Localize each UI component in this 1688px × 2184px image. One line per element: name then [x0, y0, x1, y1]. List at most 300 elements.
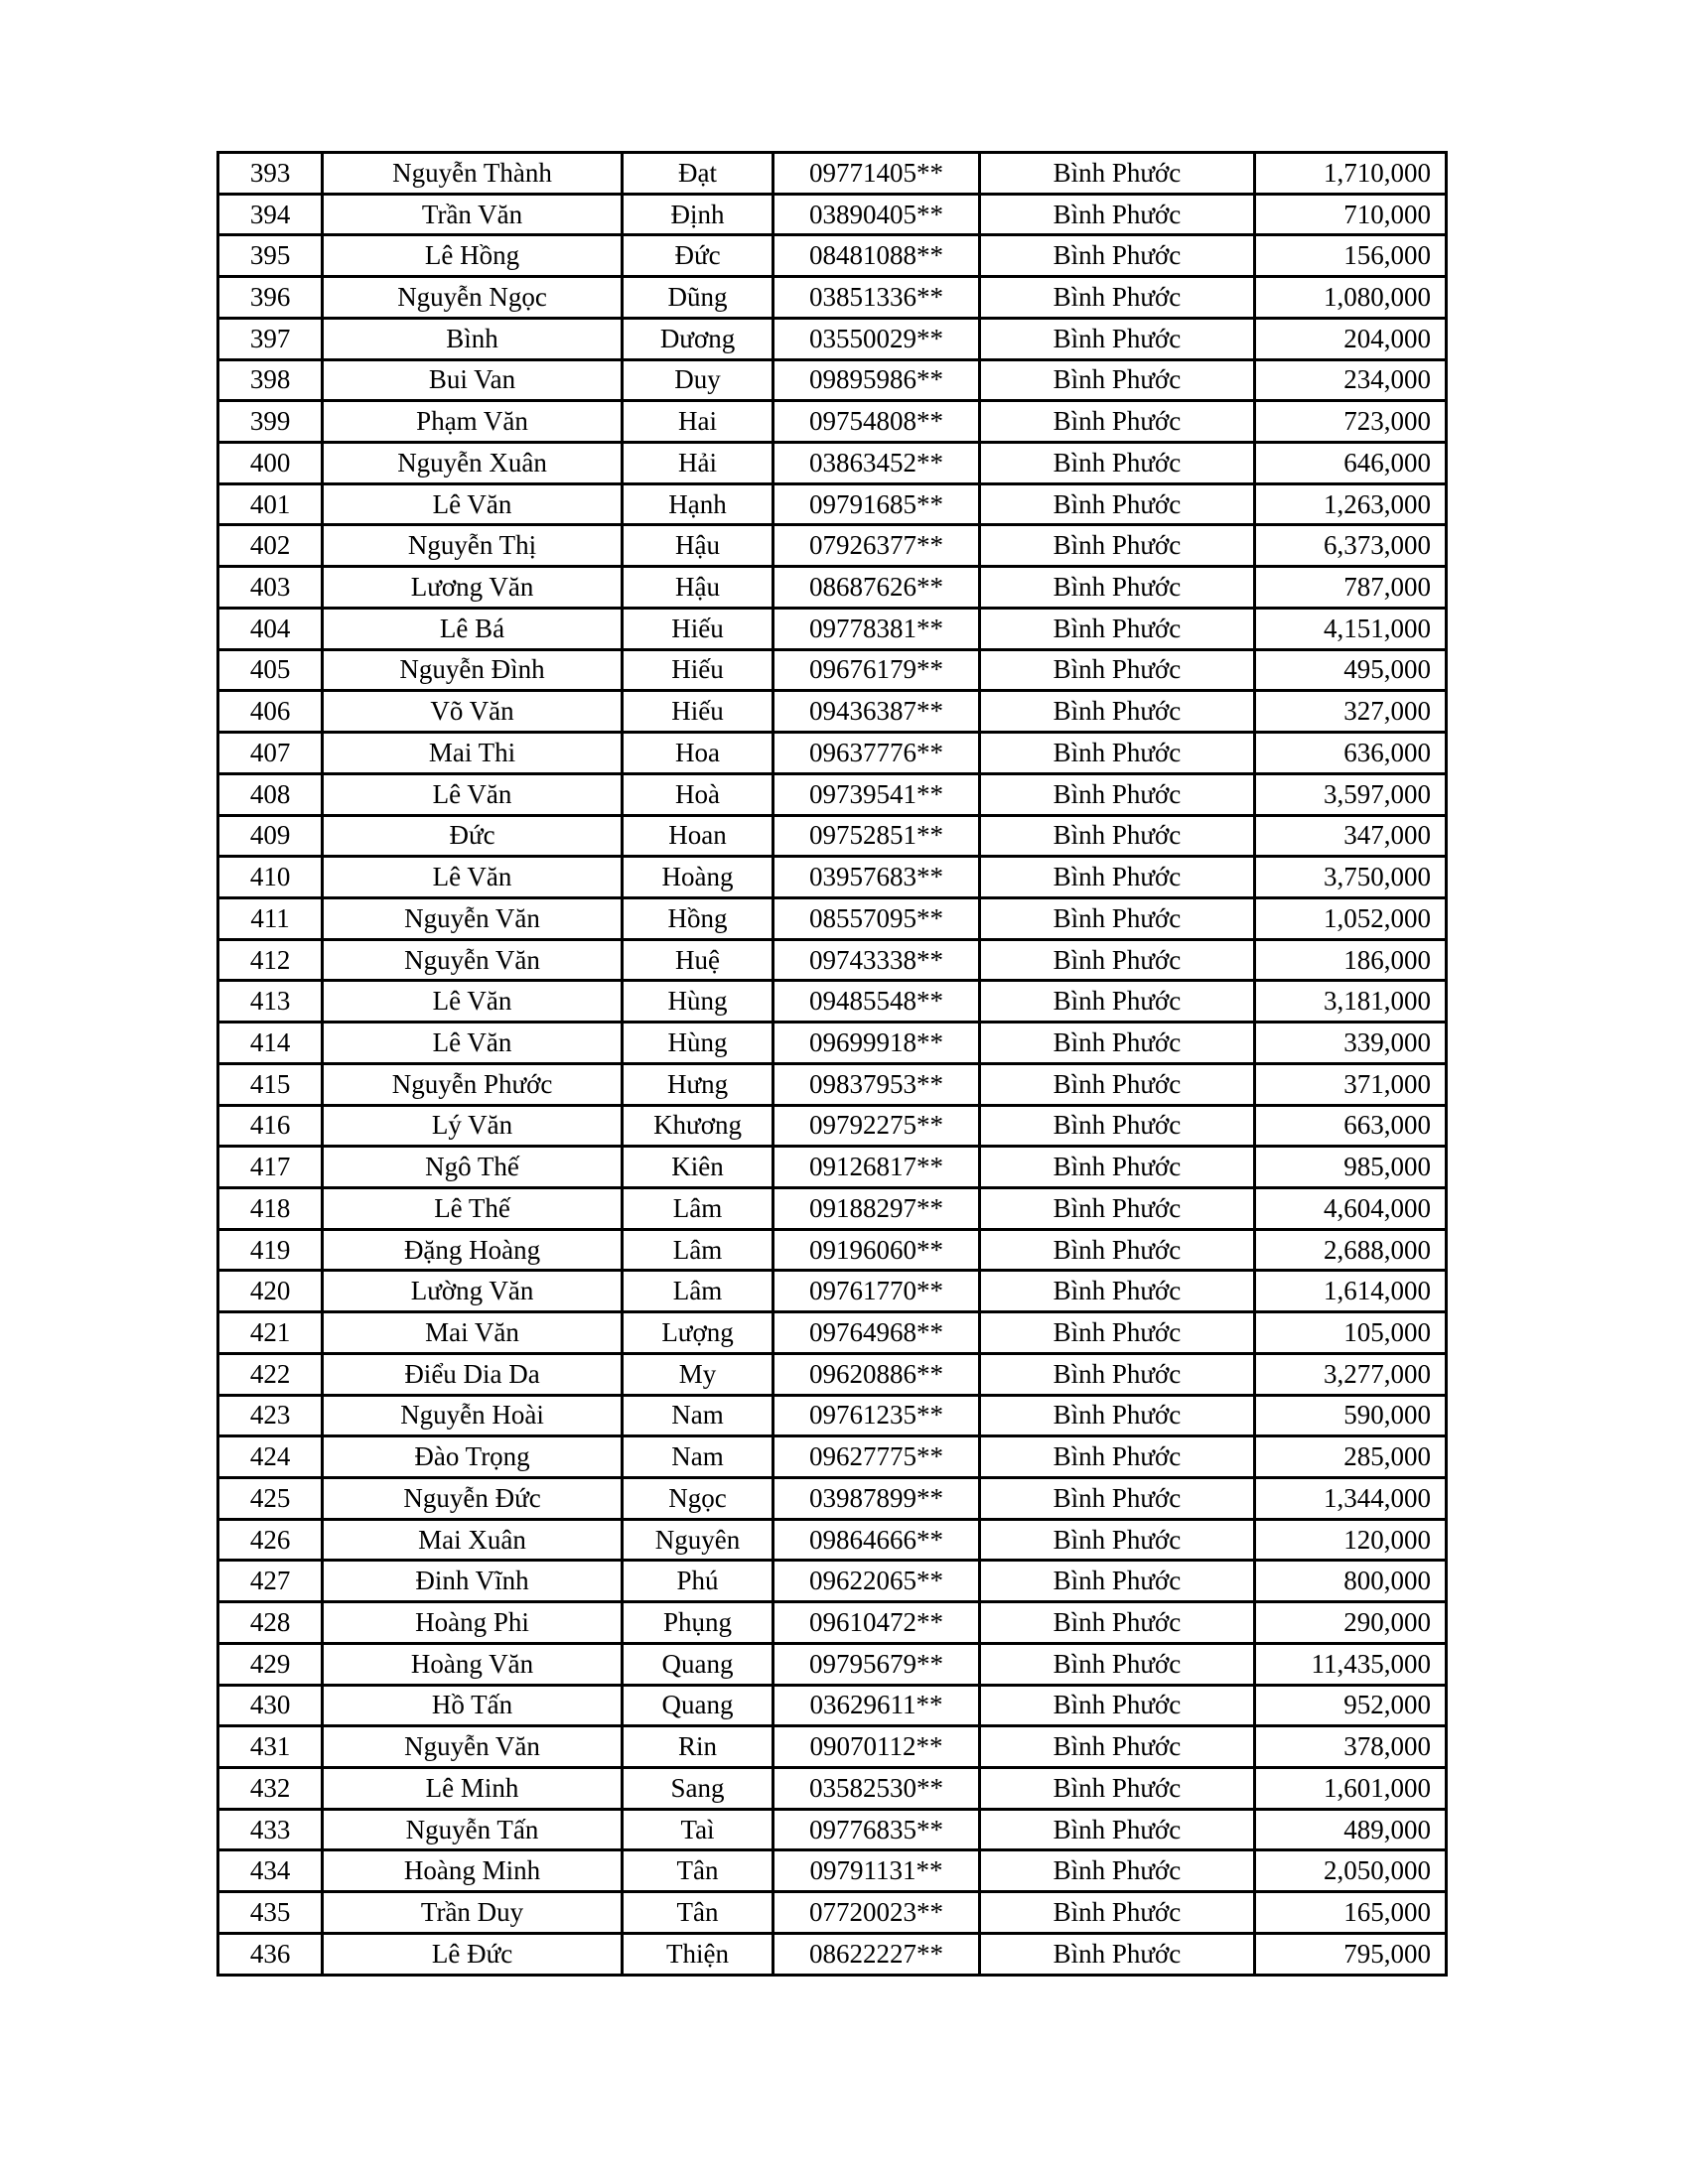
table-row — [218, 857, 1447, 898]
cell-first-name: Lê Đức — [323, 1933, 623, 1975]
cell-first-name: Hoàng Phi — [323, 1602, 623, 1644]
cell-province: Bình Phước — [979, 939, 1254, 981]
cell-first-name: Đinh Vĩnh — [323, 1561, 623, 1602]
cell-phone: 09743338** — [774, 939, 980, 981]
table-row — [218, 567, 1447, 609]
cell-index: 432 — [218, 1768, 323, 1810]
cell-last-name: Rin — [622, 1726, 773, 1768]
cell-index: 398 — [218, 359, 323, 401]
cell-phone: 09795679** — [774, 1643, 980, 1685]
table-row — [218, 1685, 1447, 1726]
cell-amount: 1,710,000 — [1254, 153, 1446, 195]
cell-last-name: Quang — [622, 1685, 773, 1726]
cell-province: Bình Phước — [979, 1478, 1254, 1520]
cell-first-name: Nguyễn Đình — [323, 649, 623, 691]
cell-phone: 08687626** — [774, 567, 980, 609]
table-row — [218, 733, 1447, 774]
cell-first-name: Lý Văn — [323, 1105, 623, 1147]
cell-phone: 09627775** — [774, 1436, 980, 1478]
table-row — [218, 1353, 1447, 1395]
cell-province: Bình Phước — [979, 1519, 1254, 1561]
cell-first-name: Nguyễn Văn — [323, 897, 623, 939]
cell-last-name: Duy — [622, 359, 773, 401]
cell-amount: 105,000 — [1254, 1312, 1446, 1354]
cell-index: 434 — [218, 1850, 323, 1892]
cell-province: Bình Phước — [979, 1436, 1254, 1478]
cell-index: 409 — [218, 815, 323, 857]
cell-first-name: Lường Văn — [323, 1271, 623, 1312]
cell-amount: 800,000 — [1254, 1561, 1446, 1602]
cell-phone: 09699918** — [774, 1023, 980, 1064]
cell-first-name: Phạm Văn — [323, 401, 623, 443]
cell-index: 418 — [218, 1187, 323, 1229]
cell-index: 412 — [218, 939, 323, 981]
cell-phone: 09126817** — [774, 1147, 980, 1188]
cell-last-name: Hoan — [622, 815, 773, 857]
cell-phone: 03582530** — [774, 1768, 980, 1810]
cell-amount: 378,000 — [1254, 1726, 1446, 1768]
cell-last-name: Đạt — [622, 153, 773, 195]
cell-last-name: Hiếu — [622, 691, 773, 733]
cell-amount: 795,000 — [1254, 1933, 1446, 1975]
cell-province: Bình Phước — [979, 1023, 1254, 1064]
cell-index: 415 — [218, 1063, 323, 1105]
cell-phone: 09676179** — [774, 649, 980, 691]
cell-province: Bình Phước — [979, 1063, 1254, 1105]
cell-province: Bình Phước — [979, 359, 1254, 401]
cell-phone: 09436387** — [774, 691, 980, 733]
cell-province: Bình Phước — [979, 815, 1254, 857]
cell-first-name: Điểu Dia Da — [323, 1353, 623, 1395]
cell-phone: 09776835** — [774, 1809, 980, 1850]
cell-amount: 347,000 — [1254, 815, 1446, 857]
cell-first-name: Bình — [323, 318, 623, 359]
cell-first-name: Nguyễn Hoài — [323, 1395, 623, 1436]
cell-first-name: Lê Bá — [323, 608, 623, 649]
cell-amount: 4,151,000 — [1254, 608, 1446, 649]
cell-phone: 09771405** — [774, 153, 980, 195]
cell-phone: 03890405** — [774, 194, 980, 235]
cell-phone: 08481088** — [774, 235, 980, 277]
table-row — [218, 1395, 1447, 1436]
cell-last-name: Huệ — [622, 939, 773, 981]
cell-province: Bình Phước — [979, 525, 1254, 567]
cell-first-name: Nguyễn Tấn — [323, 1809, 623, 1850]
cell-province: Bình Phước — [979, 1229, 1254, 1271]
cell-amount: 234,000 — [1254, 359, 1446, 401]
cell-first-name: Lê Văn — [323, 857, 623, 898]
cell-first-name: Lê Văn — [323, 1023, 623, 1064]
cell-phone: 07720023** — [774, 1892, 980, 1934]
cell-phone: 09739541** — [774, 773, 980, 815]
table-row — [218, 1312, 1447, 1354]
cell-amount: 327,000 — [1254, 691, 1446, 733]
cell-first-name: Lê Hồng — [323, 235, 623, 277]
cell-province: Bình Phước — [979, 194, 1254, 235]
cell-phone: 09196060** — [774, 1229, 980, 1271]
cell-index: 395 — [218, 235, 323, 277]
cell-amount: 2,050,000 — [1254, 1850, 1446, 1892]
table-row — [218, 1643, 1447, 1685]
cell-first-name: Mai Xuân — [323, 1519, 623, 1561]
cell-province: Bình Phước — [979, 483, 1254, 525]
table-row — [218, 1478, 1447, 1520]
table-row — [218, 277, 1447, 319]
cell-amount: 204,000 — [1254, 318, 1446, 359]
cell-index: 410 — [218, 857, 323, 898]
cell-first-name: Nguyễn Văn — [323, 1726, 623, 1768]
table-row — [218, 815, 1447, 857]
table-row — [218, 649, 1447, 691]
cell-amount: 636,000 — [1254, 733, 1446, 774]
cell-amount: 2,688,000 — [1254, 1229, 1446, 1271]
cell-last-name: Dương — [622, 318, 773, 359]
cell-amount: 985,000 — [1254, 1147, 1446, 1188]
cell-province: Bình Phước — [979, 1809, 1254, 1850]
table-row — [218, 1892, 1447, 1934]
cell-province: Bình Phước — [979, 857, 1254, 898]
cell-amount: 285,000 — [1254, 1436, 1446, 1478]
cell-index: 428 — [218, 1602, 323, 1644]
cell-phone: 09188297** — [774, 1187, 980, 1229]
table-row — [218, 525, 1447, 567]
cell-first-name: Lê Minh — [323, 1768, 623, 1810]
cell-phone: 09752851** — [774, 815, 980, 857]
cell-amount: 952,000 — [1254, 1685, 1446, 1726]
table-row — [218, 483, 1447, 525]
cell-phone: 09754808** — [774, 401, 980, 443]
cell-province: Bình Phước — [979, 1147, 1254, 1188]
cell-index: 406 — [218, 691, 323, 733]
cell-amount: 787,000 — [1254, 567, 1446, 609]
cell-phone: 03851336** — [774, 277, 980, 319]
cell-first-name: Hoàng Minh — [323, 1850, 623, 1892]
table-row — [218, 1105, 1447, 1147]
cell-last-name: Quang — [622, 1643, 773, 1685]
table-row — [218, 1768, 1447, 1810]
cell-phone: 09778381** — [774, 608, 980, 649]
data-table — [216, 151, 1448, 1977]
cell-province: Bình Phước — [979, 401, 1254, 443]
cell-province: Bình Phước — [979, 443, 1254, 484]
cell-index: 397 — [218, 318, 323, 359]
cell-last-name: Hậu — [622, 567, 773, 609]
cell-amount: 1,080,000 — [1254, 277, 1446, 319]
cell-first-name: Nguyễn Thành — [323, 153, 623, 195]
cell-last-name: Khương — [622, 1105, 773, 1147]
cell-province: Bình Phước — [979, 691, 1254, 733]
cell-phone: 09792275** — [774, 1105, 980, 1147]
cell-index: 401 — [218, 483, 323, 525]
cell-last-name: Nam — [622, 1395, 773, 1436]
cell-phone: 08622227** — [774, 1933, 980, 1975]
cell-province: Bình Phước — [979, 1187, 1254, 1229]
cell-amount: 120,000 — [1254, 1519, 1446, 1561]
cell-index: 426 — [218, 1519, 323, 1561]
cell-index: 417 — [218, 1147, 323, 1188]
cell-index: 407 — [218, 733, 323, 774]
cell-last-name: Phụng — [622, 1602, 773, 1644]
table-row — [218, 1933, 1447, 1975]
cell-first-name: Nguyễn Xuân — [323, 443, 623, 484]
cell-index: 411 — [218, 897, 323, 939]
cell-last-name: Hiếu — [622, 649, 773, 691]
cell-first-name: Nguyễn Đức — [323, 1478, 623, 1520]
cell-last-name: Hiếu — [622, 608, 773, 649]
table-row — [218, 1561, 1447, 1602]
cell-last-name: Hùng — [622, 981, 773, 1023]
table-row — [218, 153, 1447, 195]
cell-first-name: Lê Văn — [323, 483, 623, 525]
table-row — [218, 1187, 1447, 1229]
table-row — [218, 691, 1447, 733]
cell-last-name: Hoà — [622, 773, 773, 815]
table-row — [218, 1602, 1447, 1644]
cell-phone: 03550029** — [774, 318, 980, 359]
cell-index: 425 — [218, 1478, 323, 1520]
cell-phone: 09764968** — [774, 1312, 980, 1354]
cell-province: Bình Phước — [979, 1726, 1254, 1768]
cell-last-name: Ngọc — [622, 1478, 773, 1520]
cell-first-name: Hoàng Văn — [323, 1643, 623, 1685]
cell-last-name: Dũng — [622, 277, 773, 319]
cell-province: Bình Phước — [979, 773, 1254, 815]
cell-index: 430 — [218, 1685, 323, 1726]
cell-amount: 3,750,000 — [1254, 857, 1446, 898]
table-row — [218, 1519, 1447, 1561]
cell-province: Bình Phước — [979, 1768, 1254, 1810]
table-row — [218, 608, 1447, 649]
table-row — [218, 1229, 1447, 1271]
cell-index: 403 — [218, 567, 323, 609]
cell-amount: 165,000 — [1254, 1892, 1446, 1934]
cell-phone: 09622065** — [774, 1561, 980, 1602]
cell-index: 419 — [218, 1229, 323, 1271]
cell-last-name: Nguyên — [622, 1519, 773, 1561]
cell-index: 433 — [218, 1809, 323, 1850]
cell-phone: 03987899** — [774, 1478, 980, 1520]
cell-first-name: Mai Văn — [323, 1312, 623, 1354]
cell-index: 405 — [218, 649, 323, 691]
table-row — [218, 1809, 1447, 1850]
cell-index: 414 — [218, 1023, 323, 1064]
cell-phone: 09610472** — [774, 1602, 980, 1644]
cell-amount: 186,000 — [1254, 939, 1446, 981]
cell-first-name: Nguyễn Ngọc — [323, 277, 623, 319]
cell-amount: 646,000 — [1254, 443, 1446, 484]
cell-amount: 1,601,000 — [1254, 1768, 1446, 1810]
cell-province: Bình Phước — [979, 1353, 1254, 1395]
cell-last-name: Hải — [622, 443, 773, 484]
cell-phone: 09761770** — [774, 1271, 980, 1312]
cell-amount: 11,435,000 — [1254, 1643, 1446, 1685]
cell-last-name: Định — [622, 194, 773, 235]
cell-first-name: Đào Trọng — [323, 1436, 623, 1478]
table-row — [218, 235, 1447, 277]
cell-province: Bình Phước — [979, 235, 1254, 277]
cell-amount: 590,000 — [1254, 1395, 1446, 1436]
cell-phone: 09761235** — [774, 1395, 980, 1436]
cell-province: Bình Phước — [979, 567, 1254, 609]
cell-index: 402 — [218, 525, 323, 567]
cell-last-name: Hùng — [622, 1023, 773, 1064]
cell-index: 424 — [218, 1436, 323, 1478]
cell-phone: 09791131** — [774, 1850, 980, 1892]
cell-province: Bình Phước — [979, 1395, 1254, 1436]
cell-amount: 3,181,000 — [1254, 981, 1446, 1023]
cell-phone: 07926377** — [774, 525, 980, 567]
cell-amount: 290,000 — [1254, 1602, 1446, 1644]
cell-phone: 09864666** — [774, 1519, 980, 1561]
cell-last-name: Hưng — [622, 1063, 773, 1105]
cell-index: 435 — [218, 1892, 323, 1934]
cell-first-name: Trần Duy — [323, 1892, 623, 1934]
cell-first-name: Đức — [323, 815, 623, 857]
cell-index: 429 — [218, 1643, 323, 1685]
cell-phone: 09791685** — [774, 483, 980, 525]
cell-province: Bình Phước — [979, 318, 1254, 359]
cell-first-name: Ngô Thế — [323, 1147, 623, 1188]
table-row — [218, 1850, 1447, 1892]
table-row — [218, 897, 1447, 939]
table-row — [218, 1023, 1447, 1064]
cell-phone: 08557095** — [774, 897, 980, 939]
cell-phone: 03957683** — [774, 857, 980, 898]
cell-amount: 663,000 — [1254, 1105, 1446, 1147]
cell-phone: 09620886** — [774, 1353, 980, 1395]
cell-province: Bình Phước — [979, 608, 1254, 649]
cell-first-name: Trần Văn — [323, 194, 623, 235]
cell-province: Bình Phước — [979, 981, 1254, 1023]
cell-index: 408 — [218, 773, 323, 815]
cell-phone: 09837953** — [774, 1063, 980, 1105]
cell-amount: 1,052,000 — [1254, 897, 1446, 939]
cell-index: 421 — [218, 1312, 323, 1354]
table-body — [218, 153, 1447, 1976]
cell-last-name: Hậu — [622, 525, 773, 567]
table-row — [218, 1726, 1447, 1768]
cell-last-name: Lâm — [622, 1229, 773, 1271]
cell-phone: 09637776** — [774, 733, 980, 774]
table-row — [218, 1063, 1447, 1105]
cell-index: 420 — [218, 1271, 323, 1312]
cell-first-name: Lương Văn — [323, 567, 623, 609]
cell-province: Bình Phước — [979, 897, 1254, 939]
cell-province: Bình Phước — [979, 153, 1254, 195]
table-row — [218, 194, 1447, 235]
cell-province: Bình Phước — [979, 1933, 1254, 1975]
cell-amount: 1,614,000 — [1254, 1271, 1446, 1312]
cell-last-name: Phú — [622, 1561, 773, 1602]
cell-first-name: Lê Văn — [323, 981, 623, 1023]
cell-index: 399 — [218, 401, 323, 443]
cell-phone: 09070112** — [774, 1726, 980, 1768]
cell-amount: 1,344,000 — [1254, 1478, 1446, 1520]
cell-index: 393 — [218, 153, 323, 195]
table-row — [218, 443, 1447, 484]
cell-province: Bình Phước — [979, 277, 1254, 319]
cell-last-name: Tân — [622, 1850, 773, 1892]
cell-last-name: Taì — [622, 1809, 773, 1850]
cell-amount: 1,263,000 — [1254, 483, 1446, 525]
cell-province: Bình Phước — [979, 1892, 1254, 1934]
cell-province: Bình Phước — [979, 1312, 1254, 1354]
table-row — [218, 1436, 1447, 1478]
cell-province: Bình Phước — [979, 1850, 1254, 1892]
table-row — [218, 1271, 1447, 1312]
table-row — [218, 981, 1447, 1023]
cell-index: 413 — [218, 981, 323, 1023]
cell-amount: 339,000 — [1254, 1023, 1446, 1064]
cell-amount: 710,000 — [1254, 194, 1446, 235]
cell-first-name: Nguyễn Phước — [323, 1063, 623, 1105]
cell-phone: 03863452** — [774, 443, 980, 484]
cell-index: 416 — [218, 1105, 323, 1147]
cell-index: 427 — [218, 1561, 323, 1602]
cell-amount: 6,373,000 — [1254, 525, 1446, 567]
cell-first-name: Nguyễn Văn — [323, 939, 623, 981]
cell-province: Bình Phước — [979, 1602, 1254, 1644]
table-row — [218, 1147, 1447, 1188]
table-row — [218, 318, 1447, 359]
cell-amount: 723,000 — [1254, 401, 1446, 443]
cell-index: 423 — [218, 1395, 323, 1436]
cell-province: Bình Phước — [979, 1105, 1254, 1147]
table-row — [218, 773, 1447, 815]
cell-province: Bình Phước — [979, 1271, 1254, 1312]
cell-last-name: Đức — [622, 235, 773, 277]
cell-index: 394 — [218, 194, 323, 235]
cell-last-name: Hoa — [622, 733, 773, 774]
cell-first-name: Hồ Tấn — [323, 1685, 623, 1726]
cell-index: 404 — [218, 608, 323, 649]
cell-first-name: Bui Van — [323, 359, 623, 401]
table-row — [218, 359, 1447, 401]
cell-last-name: Kiên — [622, 1147, 773, 1188]
cell-first-name: Mai Thi — [323, 733, 623, 774]
cell-last-name: Lâm — [622, 1271, 773, 1312]
cell-last-name: Hoàng — [622, 857, 773, 898]
cell-amount: 156,000 — [1254, 235, 1446, 277]
cell-first-name: Lê Thế — [323, 1187, 623, 1229]
cell-last-name: My — [622, 1353, 773, 1395]
cell-first-name: Lê Văn — [323, 773, 623, 815]
cell-last-name: Hai — [622, 401, 773, 443]
cell-first-name: Nguyễn Thị — [323, 525, 623, 567]
cell-index: 396 — [218, 277, 323, 319]
cell-last-name: Lượng — [622, 1312, 773, 1354]
table-row — [218, 401, 1447, 443]
cell-amount: 3,597,000 — [1254, 773, 1446, 815]
table-row — [218, 939, 1447, 981]
cell-province: Bình Phước — [979, 1643, 1254, 1685]
cell-index: 436 — [218, 1933, 323, 1975]
cell-last-name: Nam — [622, 1436, 773, 1478]
cell-amount: 371,000 — [1254, 1063, 1446, 1105]
cell-province: Bình Phước — [979, 1685, 1254, 1726]
cell-province: Bình Phước — [979, 1561, 1254, 1602]
cell-phone: 09895986** — [774, 359, 980, 401]
cell-index: 431 — [218, 1726, 323, 1768]
cell-phone: 09485548** — [774, 981, 980, 1023]
cell-last-name: Thiện — [622, 1933, 773, 1975]
cell-province: Bình Phước — [979, 649, 1254, 691]
cell-phone: 03629611** — [774, 1685, 980, 1726]
cell-index: 422 — [218, 1353, 323, 1395]
cell-amount: 3,277,000 — [1254, 1353, 1446, 1395]
cell-first-name: Võ Văn — [323, 691, 623, 733]
cell-amount: 489,000 — [1254, 1809, 1446, 1850]
